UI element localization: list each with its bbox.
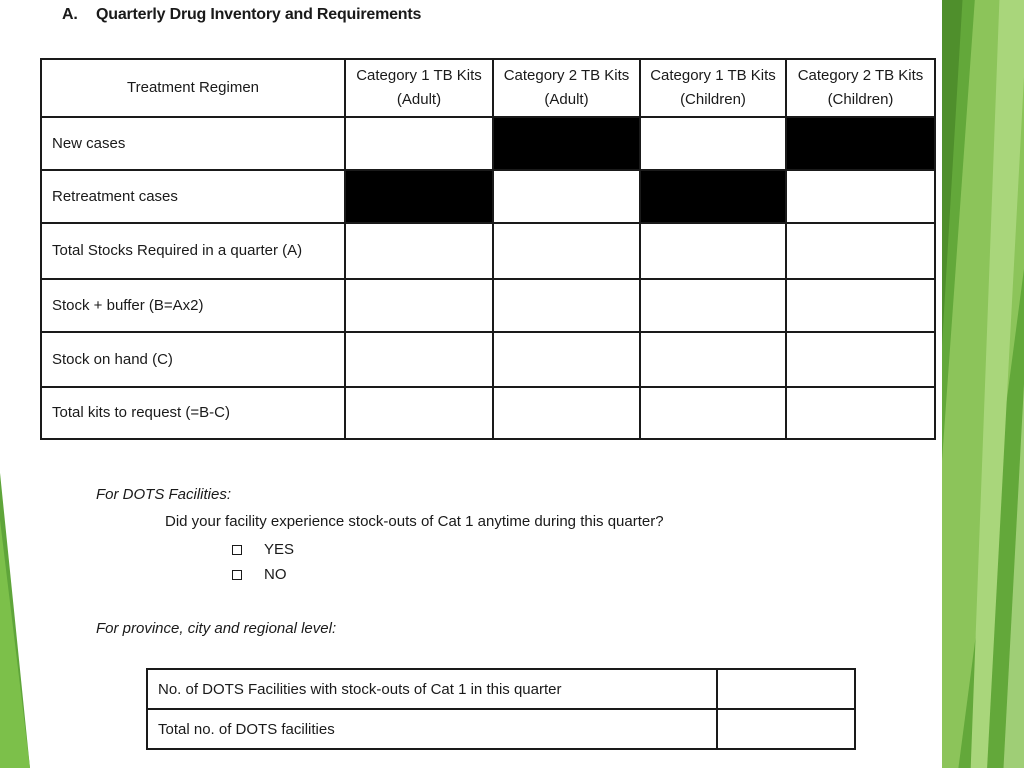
header-treatment-regimen: Treatment Regimen [41, 59, 345, 117]
table-cell[interactable] [345, 223, 493, 279]
blocked-cell [345, 170, 493, 223]
table-cell[interactable] [493, 332, 640, 387]
row-label: Stock on hand (C) [41, 332, 345, 387]
table-cell[interactable] [345, 332, 493, 387]
table-row [41, 387, 935, 439]
table-cell[interactable] [786, 332, 935, 387]
table-cell[interactable] [493, 170, 640, 223]
inventory-table [40, 58, 936, 440]
dots-facilities-label: For DOTS Facilities: [96, 486, 232, 503]
summary-table [146, 668, 856, 750]
table-cell[interactable] [786, 387, 935, 439]
section-title: Quarterly Drug Inventory and Requirements [96, 6, 422, 23]
table-cell[interactable] [640, 387, 786, 439]
header-cat2-children: Category 2 TB Kits (Children) [786, 59, 935, 117]
row-label: Total kits to request (=B-C) [41, 387, 345, 439]
table-cell[interactable] [640, 117, 786, 170]
decorative-green-left [0, 0, 30, 768]
table-cell[interactable] [786, 223, 935, 279]
blocked-cell [493, 117, 640, 170]
summary-row-label: No. of DOTS Facilities with stock-outs of Cat 1 in this quarter [147, 669, 717, 709]
table-cell[interactable] [640, 279, 786, 332]
checkbox-icon[interactable] [232, 570, 242, 580]
stockout-question: Did your facility experience stock-outs of Cat 1 anytime during this quarter? [165, 513, 664, 530]
row-label: Retreatment cases [41, 170, 345, 223]
table-cell[interactable] [640, 223, 786, 279]
option-label: NO [264, 566, 287, 583]
header-cat1-children: Category 1 TB Kits (Children) [640, 59, 786, 117]
table-cell[interactable] [786, 170, 935, 223]
option-no[interactable] [232, 566, 287, 583]
summary-row-label: Total no. of DOTS facilities [147, 709, 717, 749]
header-cat1-adult: Category 1 TB Kits (Adult) [345, 59, 493, 117]
table-cell[interactable] [345, 117, 493, 170]
blocked-cell [786, 117, 935, 170]
province-level-label: For province, city and regional level: [96, 620, 337, 637]
table-cell[interactable] [786, 279, 935, 332]
table-row [41, 223, 935, 279]
table-header-row [41, 59, 935, 117]
blocked-cell [640, 170, 786, 223]
row-label: Total Stocks Required in a quarter (A) [41, 223, 345, 279]
section-heading [62, 6, 421, 24]
row-label: Stock + buffer (B=Ax2) [41, 279, 345, 332]
table-row [147, 669, 855, 709]
decorative-green-right [942, 0, 1024, 768]
option-label: YES [264, 541, 295, 558]
checkbox-icon[interactable] [232, 545, 242, 555]
header-cat2-adult: Category 2 TB Kits (Adult) [493, 59, 640, 117]
table-cell[interactable] [640, 332, 786, 387]
row-label: New cases [41, 117, 345, 170]
table-cell[interactable] [345, 279, 493, 332]
table-row [41, 117, 935, 170]
table-cell[interactable] [493, 223, 640, 279]
summary-input-cell[interactable] [717, 669, 855, 709]
table-row [41, 170, 935, 223]
table-row [41, 279, 935, 332]
table-row [147, 709, 855, 749]
table-cell[interactable] [493, 387, 640, 439]
summary-input-cell[interactable] [717, 709, 855, 749]
table-cell[interactable] [345, 387, 493, 439]
option-yes[interactable] [232, 541, 294, 558]
section-number: A. [62, 6, 78, 23]
table-row [41, 332, 935, 387]
table-cell[interactable] [493, 279, 640, 332]
